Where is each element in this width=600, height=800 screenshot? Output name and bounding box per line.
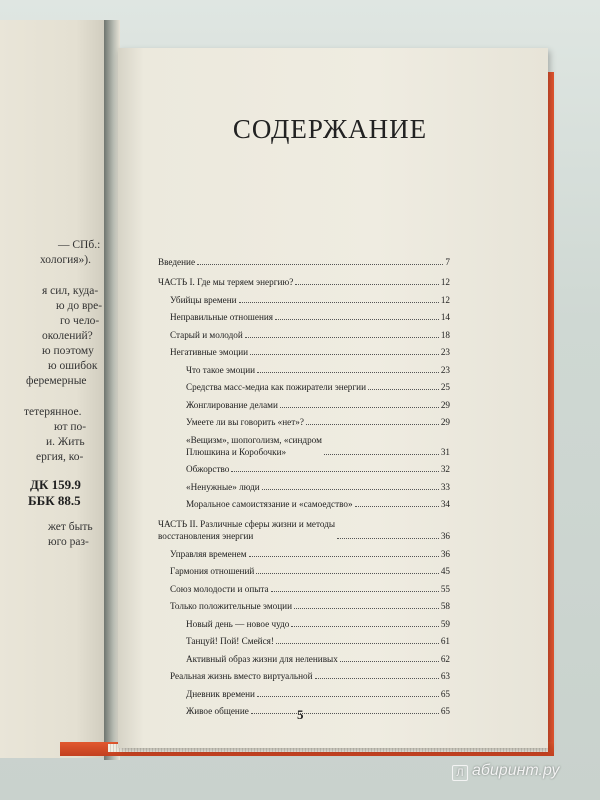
- toc-entry: [158, 498, 450, 510]
- toc-entry-page: 32: [440, 464, 450, 474]
- toc-leader-dots: [294, 608, 439, 609]
- toc-entry-title: Что такое эмоции: [186, 364, 256, 375]
- toc-leader-dots: [257, 372, 439, 373]
- watermark-text: абиринт.ру: [472, 762, 560, 779]
- toc-entry: [158, 329, 450, 341]
- toc-entry-title: Жонглирование делами: [186, 399, 278, 410]
- toc-leader-dots: [295, 284, 438, 285]
- toc-entry: [158, 294, 450, 306]
- toc-entry: [158, 416, 450, 428]
- left-page-fragment: ергия, ко-: [36, 451, 84, 463]
- toc-entry: [158, 600, 450, 612]
- toc-leader-dots: [231, 471, 438, 472]
- toc-entry-title: ЧАСТЬ II. Различные сферы жизни и методы восстановления энергии: [158, 519, 336, 541]
- left-page-bbk: ББК 88.5: [28, 493, 81, 508]
- toc-leader-dots: [280, 407, 439, 408]
- toc-entry-page: 55: [440, 583, 450, 594]
- toc-entry: [158, 583, 450, 595]
- toc-entry-title: ЧАСТЬ I. Где мы теряем энергию?: [158, 277, 294, 287]
- toc-entry-title: Старый и молодой: [170, 329, 243, 340]
- toc-entry: [158, 381, 450, 393]
- left-page-fragment: жет быть: [48, 521, 93, 533]
- toc-entry-page: 34: [440, 499, 450, 509]
- toc-entry-title: Обжорство: [186, 464, 230, 474]
- toc-entry-page: 36: [440, 548, 450, 559]
- toc-entry-title: Новый день — новое чудо: [186, 618, 290, 629]
- toc-entry-page: 45: [440, 566, 450, 576]
- toc-leader-dots: [245, 337, 439, 338]
- toc-entry-title: Союз молодости и опыта: [170, 583, 269, 594]
- toc-leader-dots: [337, 538, 439, 539]
- toc-entry: [158, 565, 450, 577]
- toc-entry-title: «Вещизм», шопоголизм, «синдром Плюшкина и Коробочки»: [186, 434, 322, 457]
- toc-entry-title: Управляя временем: [170, 548, 247, 559]
- toc-entry-page: 31: [440, 446, 450, 457]
- toc-entry: [158, 635, 450, 647]
- watermark: [452, 762, 559, 781]
- toc-entry: [158, 364, 450, 376]
- page-title: СОДЕРЖАНИЕ: [232, 114, 428, 144]
- toc-entry-page: 36: [440, 531, 450, 541]
- toc-entry-page: 7: [445, 257, 450, 267]
- toc-entry-title: Живое общение: [186, 706, 249, 716]
- page-number: 5: [297, 707, 304, 722]
- toc-leader-dots: [262, 489, 439, 490]
- toc-entry-title: Введение: [158, 257, 196, 267]
- toc-entry-page: 29: [440, 417, 450, 427]
- toc-leader-dots: [315, 678, 439, 679]
- toc-entry: [158, 434, 450, 458]
- left-page-udk: ДК 159.9: [30, 477, 81, 492]
- left-page: [0, 20, 108, 758]
- toc-leader-dots: [197, 264, 443, 265]
- toc-leader-dots: [291, 626, 438, 627]
- left-page-fragment: го чело-: [60, 315, 100, 327]
- toc-entry-page: 25: [440, 382, 450, 392]
- left-page-fragment: ю ошибок: [48, 360, 98, 372]
- table-of-contents: [158, 256, 450, 723]
- toc-entry-page: 12: [440, 294, 450, 305]
- toc-entry-page: 63: [440, 671, 450, 681]
- left-page-fragment: ют по-: [54, 421, 87, 433]
- toc-entry: [158, 481, 450, 493]
- toc-entry-page: 14: [440, 312, 450, 322]
- toc-entry-title: Негативные эмоции: [170, 347, 249, 357]
- toc-entry: [158, 670, 450, 682]
- toc-leader-dots: [249, 556, 439, 557]
- toc-leader-dots: [340, 661, 439, 662]
- toc-entry-title: Умеете ли вы говорить «нет»?: [186, 417, 304, 427]
- toc-leader-dots: [251, 713, 439, 714]
- toc-entry-page: 59: [440, 618, 450, 629]
- toc-entry: [158, 653, 450, 665]
- left-page-fragment: я сил, куда-: [42, 285, 99, 297]
- toc-entry-page: 12: [440, 277, 450, 287]
- toc-entry-page: 29: [440, 399, 450, 410]
- toc-entry-title: Активный образ жизни для неленивых: [186, 653, 338, 664]
- toc-entry: [158, 705, 450, 717]
- left-page-fragment: хология»).: [40, 254, 92, 266]
- toc-entry: [158, 311, 450, 323]
- toc-leader-dots: [239, 302, 439, 303]
- toc-entry: [158, 618, 450, 630]
- toc-entry: [158, 548, 450, 560]
- toc-entry-page: 23: [440, 347, 450, 357]
- toc-leader-dots: [250, 354, 439, 355]
- watermark-logo-icon: Л: [452, 765, 468, 781]
- toc-entry-page: 18: [440, 329, 450, 340]
- toc-entry-title: Убийцы времени: [170, 294, 237, 305]
- toc-leader-dots: [275, 319, 439, 320]
- toc-leader-dots: [276, 643, 439, 644]
- left-page-fragment: околений?: [42, 330, 93, 342]
- toc-leader-dots: [306, 424, 439, 425]
- toc-entry-page: 23: [440, 364, 450, 375]
- toc-entry: [158, 688, 450, 700]
- left-page-fragment: ю поэтому: [42, 345, 94, 357]
- toc-entry-page: 65: [440, 706, 450, 716]
- toc-leader-dots: [324, 454, 439, 455]
- toc-entry: [158, 256, 450, 268]
- toc-entry-page: 65: [440, 688, 450, 699]
- toc-entry-page: 58: [440, 601, 450, 611]
- left-page-fragment: феремерные: [26, 375, 87, 387]
- left-page-fragment: и. Жить: [46, 436, 85, 448]
- toc-leader-dots: [257, 696, 439, 697]
- toc-entry: [158, 518, 450, 542]
- left-page-fragment: — СПб.:: [58, 239, 101, 251]
- toc-entry-page: 33: [440, 481, 450, 492]
- left-page-fragment: ю до вре-: [56, 300, 103, 312]
- toc-entry-title: Дневник времени: [186, 688, 255, 699]
- toc-entry-title: Реальная жизнь вместо виртуальной: [170, 671, 313, 681]
- toc-entry: [158, 276, 450, 288]
- toc-leader-dots: [368, 389, 439, 390]
- toc-entry-title: Гармония отношений: [170, 566, 255, 576]
- toc-entry-title: Моральное самоистязание и «самоедство»: [186, 499, 353, 509]
- toc-entry-title: Неправильные отношения: [170, 312, 274, 322]
- toc-leader-dots: [271, 591, 439, 592]
- toc-leader-dots: [355, 506, 439, 507]
- left-page-fragment: тетерянное.: [24, 406, 82, 418]
- toc-entry-page: 61: [440, 636, 450, 646]
- toc-leader-dots: [256, 573, 439, 574]
- toc-entry-title: Только положительные эмоции: [170, 601, 293, 611]
- toc-entry-title: Средства масс-медиа как пожиратели энергии: [186, 382, 366, 392]
- toc-entry-title: Танцуй! Пой! Смейся!: [186, 636, 274, 646]
- toc-entry-page: 62: [440, 653, 450, 664]
- toc-entry: [158, 463, 450, 475]
- toc-entry: [158, 346, 450, 358]
- toc-entry-title: «Ненужные» люди: [186, 481, 260, 492]
- toc-entry: [158, 399, 450, 411]
- left-page-fragment: юго раз-: [48, 536, 89, 548]
